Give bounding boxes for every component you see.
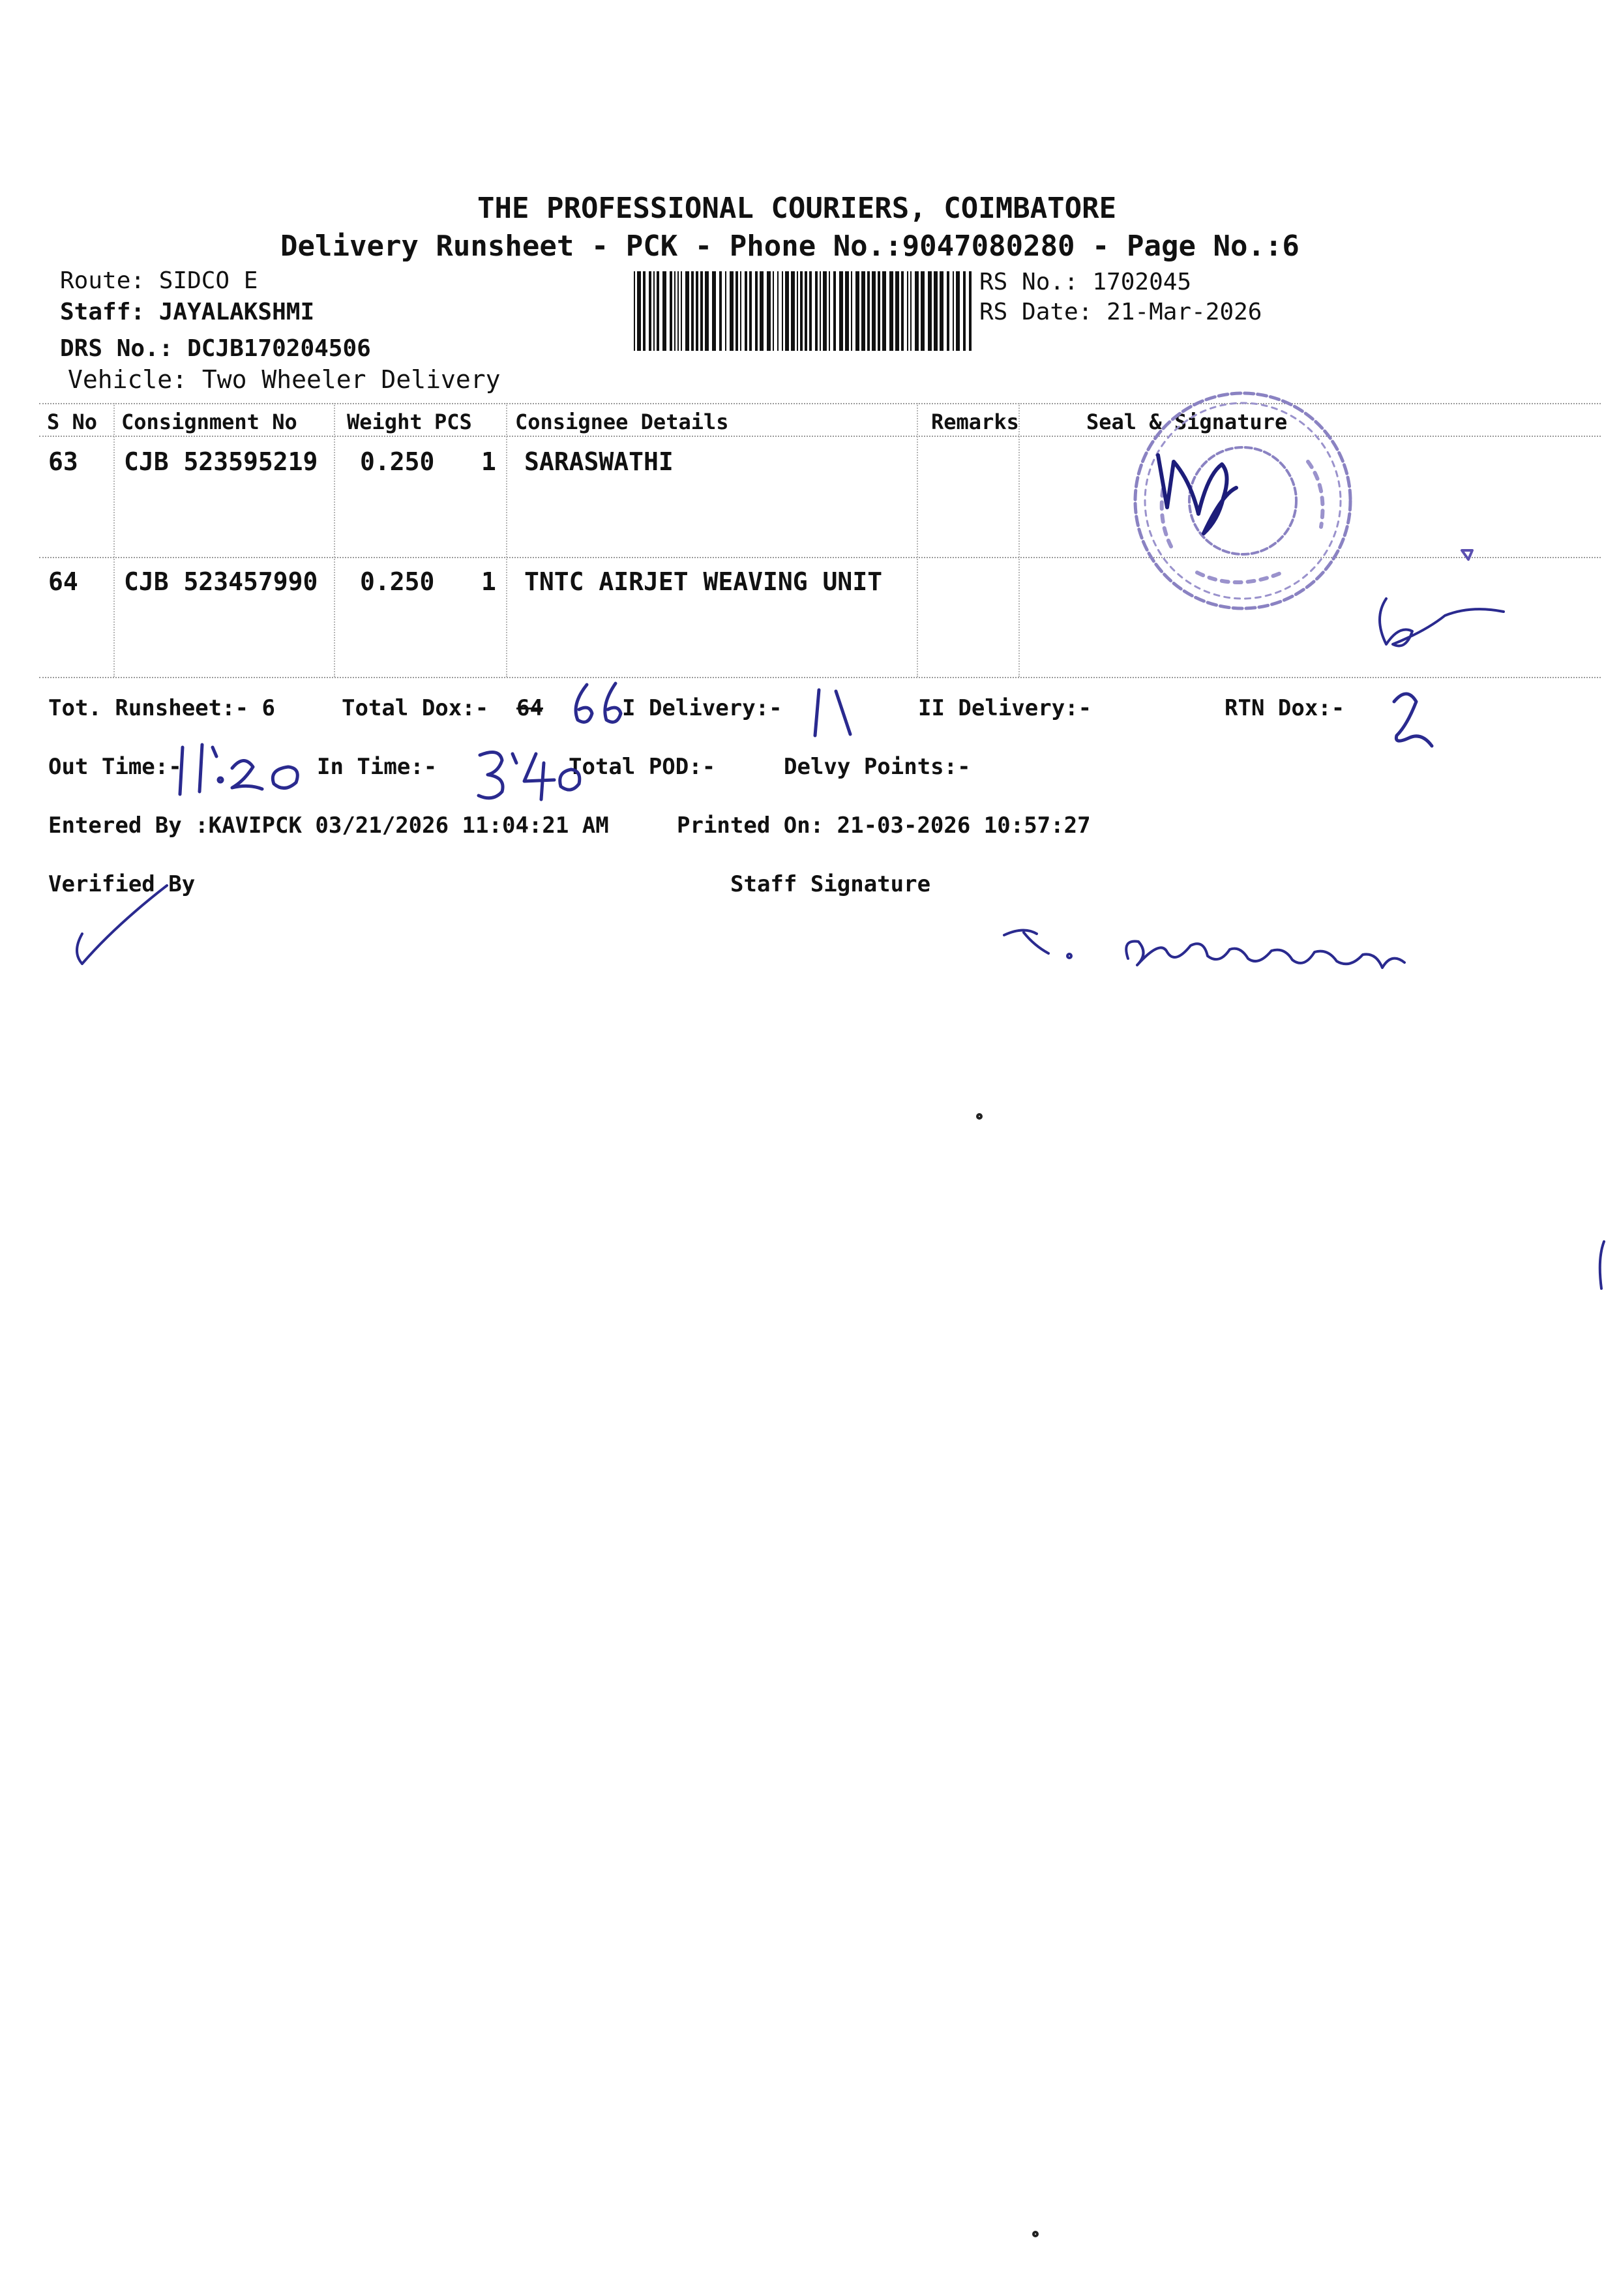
speck-mark-icon [975, 1112, 983, 1120]
row-consignee: TNTC AIRJET WEAVING UNIT [524, 567, 883, 596]
barcode-bar [691, 271, 694, 351]
barcode-bar [745, 271, 747, 351]
barcode-bar [677, 271, 679, 351]
barcode-bar [829, 271, 830, 351]
barcode-bar [782, 271, 783, 351]
row-pcs: 1 [481, 447, 496, 476]
barcode-bar [705, 271, 709, 351]
barcode-bar [956, 271, 960, 351]
column-rule [113, 403, 115, 677]
column-rule [506, 403, 507, 677]
barcode-bar [934, 271, 938, 351]
barcode-bar [963, 271, 966, 351]
printed-on: Printed On: 21-03-2026 10:57:27 [677, 813, 1091, 839]
consignee-signature-icon [1145, 436, 1288, 540]
handwritten-in-time-icon [473, 741, 584, 806]
barcode-bar [901, 271, 904, 351]
col-header-consignee: Consignee Details [515, 410, 729, 434]
barcode-bar [947, 271, 949, 351]
barcode-bar [730, 271, 734, 351]
barcode-bar [823, 271, 827, 351]
barcode-bar [637, 271, 641, 351]
barcode-bar [760, 271, 764, 351]
table-header-rule [39, 436, 1601, 437]
row-consignment-no: CJB 523595219 [124, 447, 318, 476]
total-dox-label: Total Dox:- [342, 695, 489, 721]
barcode-bar [674, 271, 676, 351]
barcode-bar [969, 271, 972, 351]
barcode-bar [851, 271, 852, 351]
vehicle-label: Vehicle: Two Wheeler Delivery [68, 365, 501, 394]
barcode-bar [700, 271, 703, 351]
barcode-bar [791, 271, 795, 351]
row-weight: 0.250 [360, 447, 435, 476]
barcode-bar [634, 271, 635, 351]
barcode-bar [953, 271, 954, 351]
col-header-pcs: PCS [434, 410, 472, 434]
barcode-bar [719, 271, 722, 351]
barcode-bar [755, 271, 758, 351]
barcode-bar [878, 271, 880, 351]
barcode-bar [820, 271, 821, 351]
handwritten-initial-icon [1367, 586, 1510, 664]
delvy-points-label: Delvy Points:- [784, 754, 971, 780]
total-dox-value: 64 [516, 695, 543, 721]
company-title: THE PROFESSIONAL COURIERS, COIMBATORE [477, 192, 1117, 225]
barcode-bar [785, 271, 789, 351]
barcode-bar [662, 271, 666, 351]
barcode-bar [889, 271, 893, 351]
barcode-bar [749, 271, 752, 351]
barcode-bar [712, 271, 716, 351]
barcode-bar [910, 271, 912, 351]
col-header-consignment: Consignment No [121, 410, 297, 434]
i-delivery-label: I Delivery:- [622, 695, 782, 721]
barcode-bar [839, 271, 843, 351]
row-divider [39, 557, 1601, 558]
barcode-bar [815, 271, 818, 351]
staff-signature-label: Staff Signature [730, 871, 931, 897]
speck-mark-icon [1032, 2230, 1039, 2238]
barcode-bar [907, 271, 908, 351]
verified-by-label: Verified By [48, 871, 196, 897]
barcode-bar [940, 271, 943, 351]
route-label: Route: SIDCO E [60, 267, 258, 294]
edge-mark-icon [1591, 1239, 1611, 1291]
ii-delivery-label: II Delivery:- [918, 695, 1092, 721]
rs-number: RS No.: 1702045 [979, 269, 1192, 295]
row-weight: 0.250 [360, 567, 435, 596]
barcode-bar [855, 271, 859, 351]
column-rule [917, 403, 918, 677]
barcode-bar [845, 271, 849, 351]
barcode-bar [872, 271, 876, 351]
barcode-bar [670, 271, 672, 351]
out-time-label: Out Time:- [48, 754, 182, 780]
barcode-bar [685, 271, 689, 351]
drs-number: DRS No.: DCJB170204506 [60, 335, 371, 362]
col-header-remarks: Remarks [931, 410, 1019, 434]
tot-runsheet: Tot. Runsheet:- 6 [48, 695, 275, 721]
barcode-bar [767, 271, 771, 351]
total-pod-label: Total POD:- [569, 754, 716, 780]
table-top-rule [39, 403, 1601, 404]
column-rule [334, 403, 335, 677]
row-consignee: SARASWATHI [524, 447, 674, 476]
handwritten-dox-value-icon [563, 678, 635, 730]
barcode-bar [696, 271, 698, 351]
barcode-bar [895, 271, 899, 351]
barcode-image [634, 271, 973, 351]
barcode-bar [777, 271, 779, 351]
column-rule [1018, 403, 1020, 677]
barcode-bar [643, 271, 646, 351]
barcode-bar [725, 271, 726, 351]
entered-by: Entered By :KAVIPCK 03/21/2026 11:04:21 AM [48, 813, 609, 839]
barcode-bar [735, 271, 738, 351]
row-sno: 64 [48, 567, 78, 596]
barcode-bar [657, 271, 659, 351]
barcode-bar [915, 271, 919, 351]
barcode-bar [928, 271, 932, 351]
barcode-bar [921, 271, 925, 351]
barcode-bar [805, 271, 807, 351]
barcode-bar [809, 271, 812, 351]
row-sno: 63 [48, 447, 78, 476]
rtn-dox-label: RTN Dox:- [1225, 695, 1345, 721]
barcode-bar [833, 271, 836, 351]
col-header-sno: S No [47, 410, 98, 434]
barcode-bar [861, 271, 865, 351]
barcode-bar [649, 271, 651, 351]
in-time-label: In Time:- [317, 754, 438, 780]
barcode-bar [867, 271, 870, 351]
barcode-bar [740, 271, 741, 351]
barcode-bar [800, 271, 803, 351]
handwritten-rtn-dox-icon [1381, 686, 1440, 751]
row-pcs: 1 [481, 567, 496, 596]
staff-label: Staff: JAYALAKSHMI [60, 299, 315, 325]
barcode-bar [681, 271, 682, 351]
col-header-weight: Weight [347, 410, 423, 434]
speck-mark-icon [1458, 545, 1478, 565]
verified-checkmark-icon [63, 880, 173, 972]
col-header-seal: Seal & Signature [1086, 410, 1288, 434]
table-bottom-rule [39, 677, 1601, 678]
handwritten-i-delivery-icon [803, 683, 862, 742]
barcode-bar [882, 271, 886, 351]
row-consignment-no: CJB 523457990 [124, 567, 318, 596]
barcode-bar [773, 271, 774, 351]
rs-date: RS Date: 21-Mar-2026 [979, 299, 1262, 325]
runsheet-subtitle: Delivery Runsheet - PCK - Phone No.:9047080280 - Page No.:6 [280, 230, 1300, 263]
barcode-bar [653, 271, 655, 351]
barcode-bar [797, 271, 798, 351]
staff-signature-icon [998, 913, 1421, 985]
handwritten-out-time-icon [171, 734, 321, 799]
